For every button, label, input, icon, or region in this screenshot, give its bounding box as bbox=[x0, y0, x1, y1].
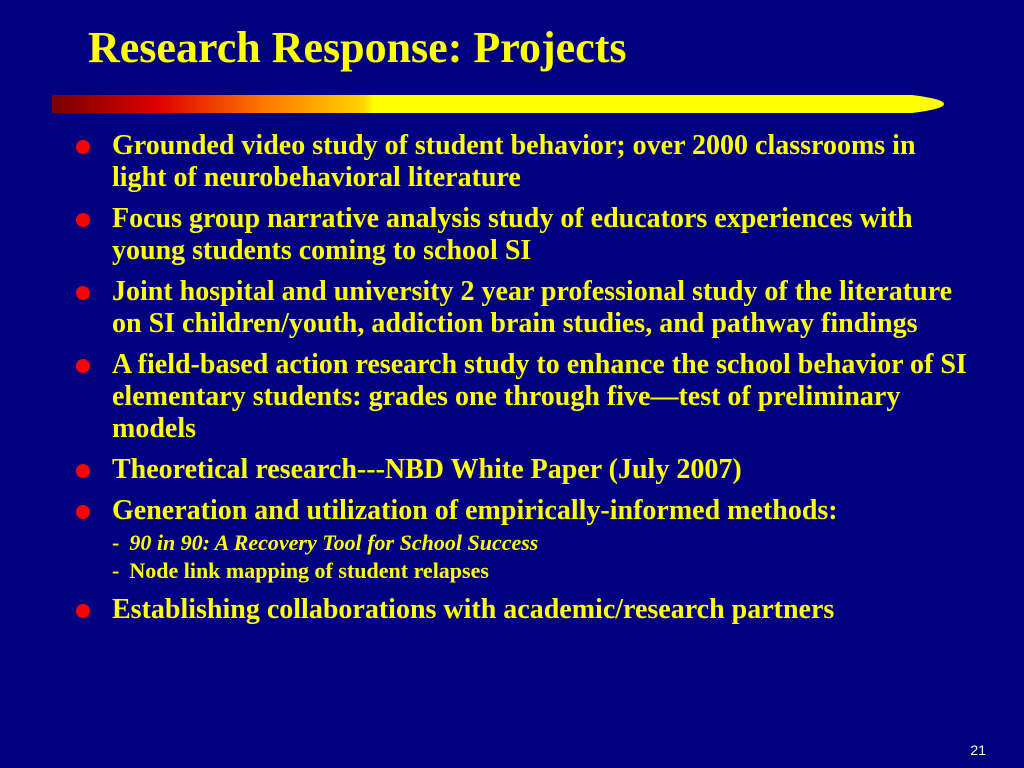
bullet-item bbox=[72, 276, 972, 340]
bullet-list bbox=[72, 130, 972, 635]
bullet-text: Generation and utilization of empirically-informed methods: bbox=[112, 495, 838, 526]
sub-bullet-item bbox=[112, 529, 972, 557]
sub-bullet-dash: - bbox=[112, 558, 120, 583]
bullet-text: Theoretical research---NBD White Paper (July 2007) bbox=[112, 454, 742, 485]
sub-bullet-item bbox=[112, 557, 972, 585]
title-underline-bar bbox=[52, 93, 944, 115]
bullet-item bbox=[72, 349, 972, 445]
bullet-item bbox=[72, 130, 972, 194]
bullet-dot-icon bbox=[76, 464, 90, 478]
bullet-text: A field-based action research study to enhance the school behavior of SI elementary students: grades one through five—test of preliminary models bbox=[112, 349, 967, 444]
sub-bullet-dash: - bbox=[112, 530, 120, 555]
bullet-item bbox=[72, 203, 972, 267]
bullet-dot-icon bbox=[76, 604, 90, 618]
bullet-text: Focus group narrative analysis study of educators experiences with young students coming to school SI bbox=[112, 203, 913, 266]
page-number: 21 bbox=[970, 742, 986, 758]
sub-bullet-text: Node link mapping of student relapses bbox=[129, 558, 489, 583]
slide-title: Research Response: Projects bbox=[88, 23, 627, 72]
bullet-item bbox=[72, 594, 972, 626]
bullet-dot-icon bbox=[76, 213, 90, 227]
bullet-dot-icon bbox=[76, 286, 90, 300]
bullet-dot-icon bbox=[76, 359, 90, 373]
bullet-text: Joint hospital and university 2 year professional study of the literature on SI children/youth, addiction brain studies, and pathway findings bbox=[112, 276, 953, 339]
bullet-item bbox=[72, 454, 972, 486]
bullet-text: Grounded video study of student behavior; over 2000 classrooms in light of neurobehavioral literature bbox=[112, 130, 916, 193]
bullet-text: Establishing collaborations with academic/research partners bbox=[112, 594, 835, 625]
bullet-item bbox=[72, 495, 972, 585]
sub-bullet-text: 90 in 90: A Recovery Tool for School Success bbox=[129, 530, 539, 555]
bullet-dot-icon bbox=[76, 140, 90, 154]
bullet-dot-icon bbox=[76, 505, 90, 519]
sub-bullet-list bbox=[112, 529, 972, 585]
